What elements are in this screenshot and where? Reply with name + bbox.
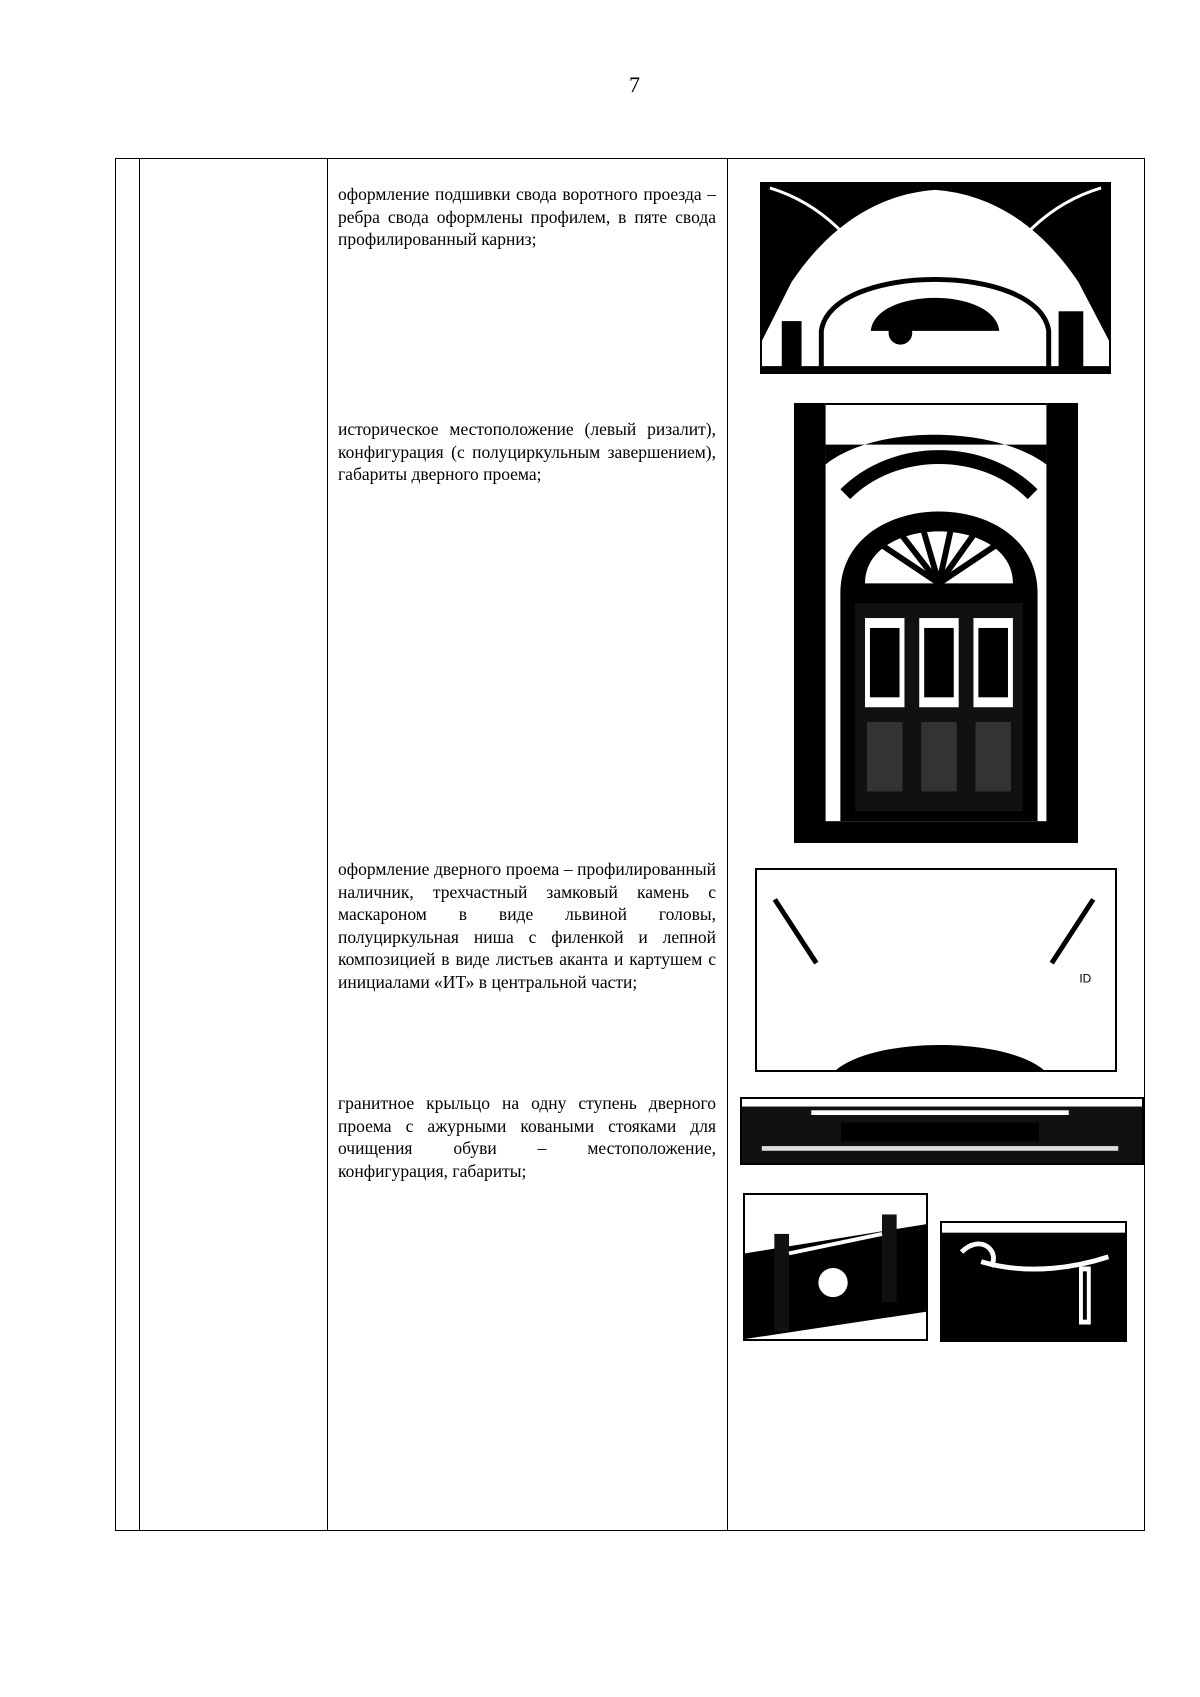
row-2-description: историческое местоположение (левый ризалит), конфигурация (с полуциркульным завершением), габариты дверного проема;	[338, 419, 716, 484]
granite-step-icon	[742, 1099, 1142, 1163]
svg-text:ID: ID	[1079, 971, 1092, 986]
column-divider	[727, 159, 728, 1530]
row-4-description: гранитное крыльцо на одну ступень дверного проема с ажурными коваными стояками для очищения обуви – местоположение, конфигурация, габариты;	[338, 1093, 716, 1181]
row-1-description: оформление подшивки свода воротного проезда – ребра свода оформлены профилем, в пяте свода профилированный карниз;	[338, 184, 716, 249]
arched-wooden-door-icon	[796, 405, 1076, 841]
door-niche-ceiling-photo	[755, 868, 1117, 1072]
granite-step-photo	[740, 1097, 1144, 1165]
forged-boot-scraper-left-icon	[745, 1195, 926, 1339]
arched-wooden-door-photo	[794, 403, 1078, 843]
door-niche-ceiling-icon	[757, 870, 1115, 1070]
forged-boot-scraper-right-photo	[940, 1221, 1127, 1342]
column-divider	[327, 159, 328, 1530]
forged-boot-scraper-right-icon	[942, 1223, 1125, 1340]
forged-boot-scraper-left-photo	[743, 1193, 928, 1341]
vaulted-archway-ceiling-photo	[760, 182, 1111, 374]
vaulted-archway-ceiling-icon	[762, 184, 1109, 372]
column-divider	[139, 159, 140, 1530]
page-number: 7	[629, 72, 640, 97]
row-3-description: оформление дверного проема – профилированный наличник, трехчастный замковый камень с маскароном в виде львиной головы, полуциркульная ниша с филенкой и лепной композицией в виде листьев аканта и картушем с инициалами «ИТ» в центральной части;	[338, 859, 716, 992]
